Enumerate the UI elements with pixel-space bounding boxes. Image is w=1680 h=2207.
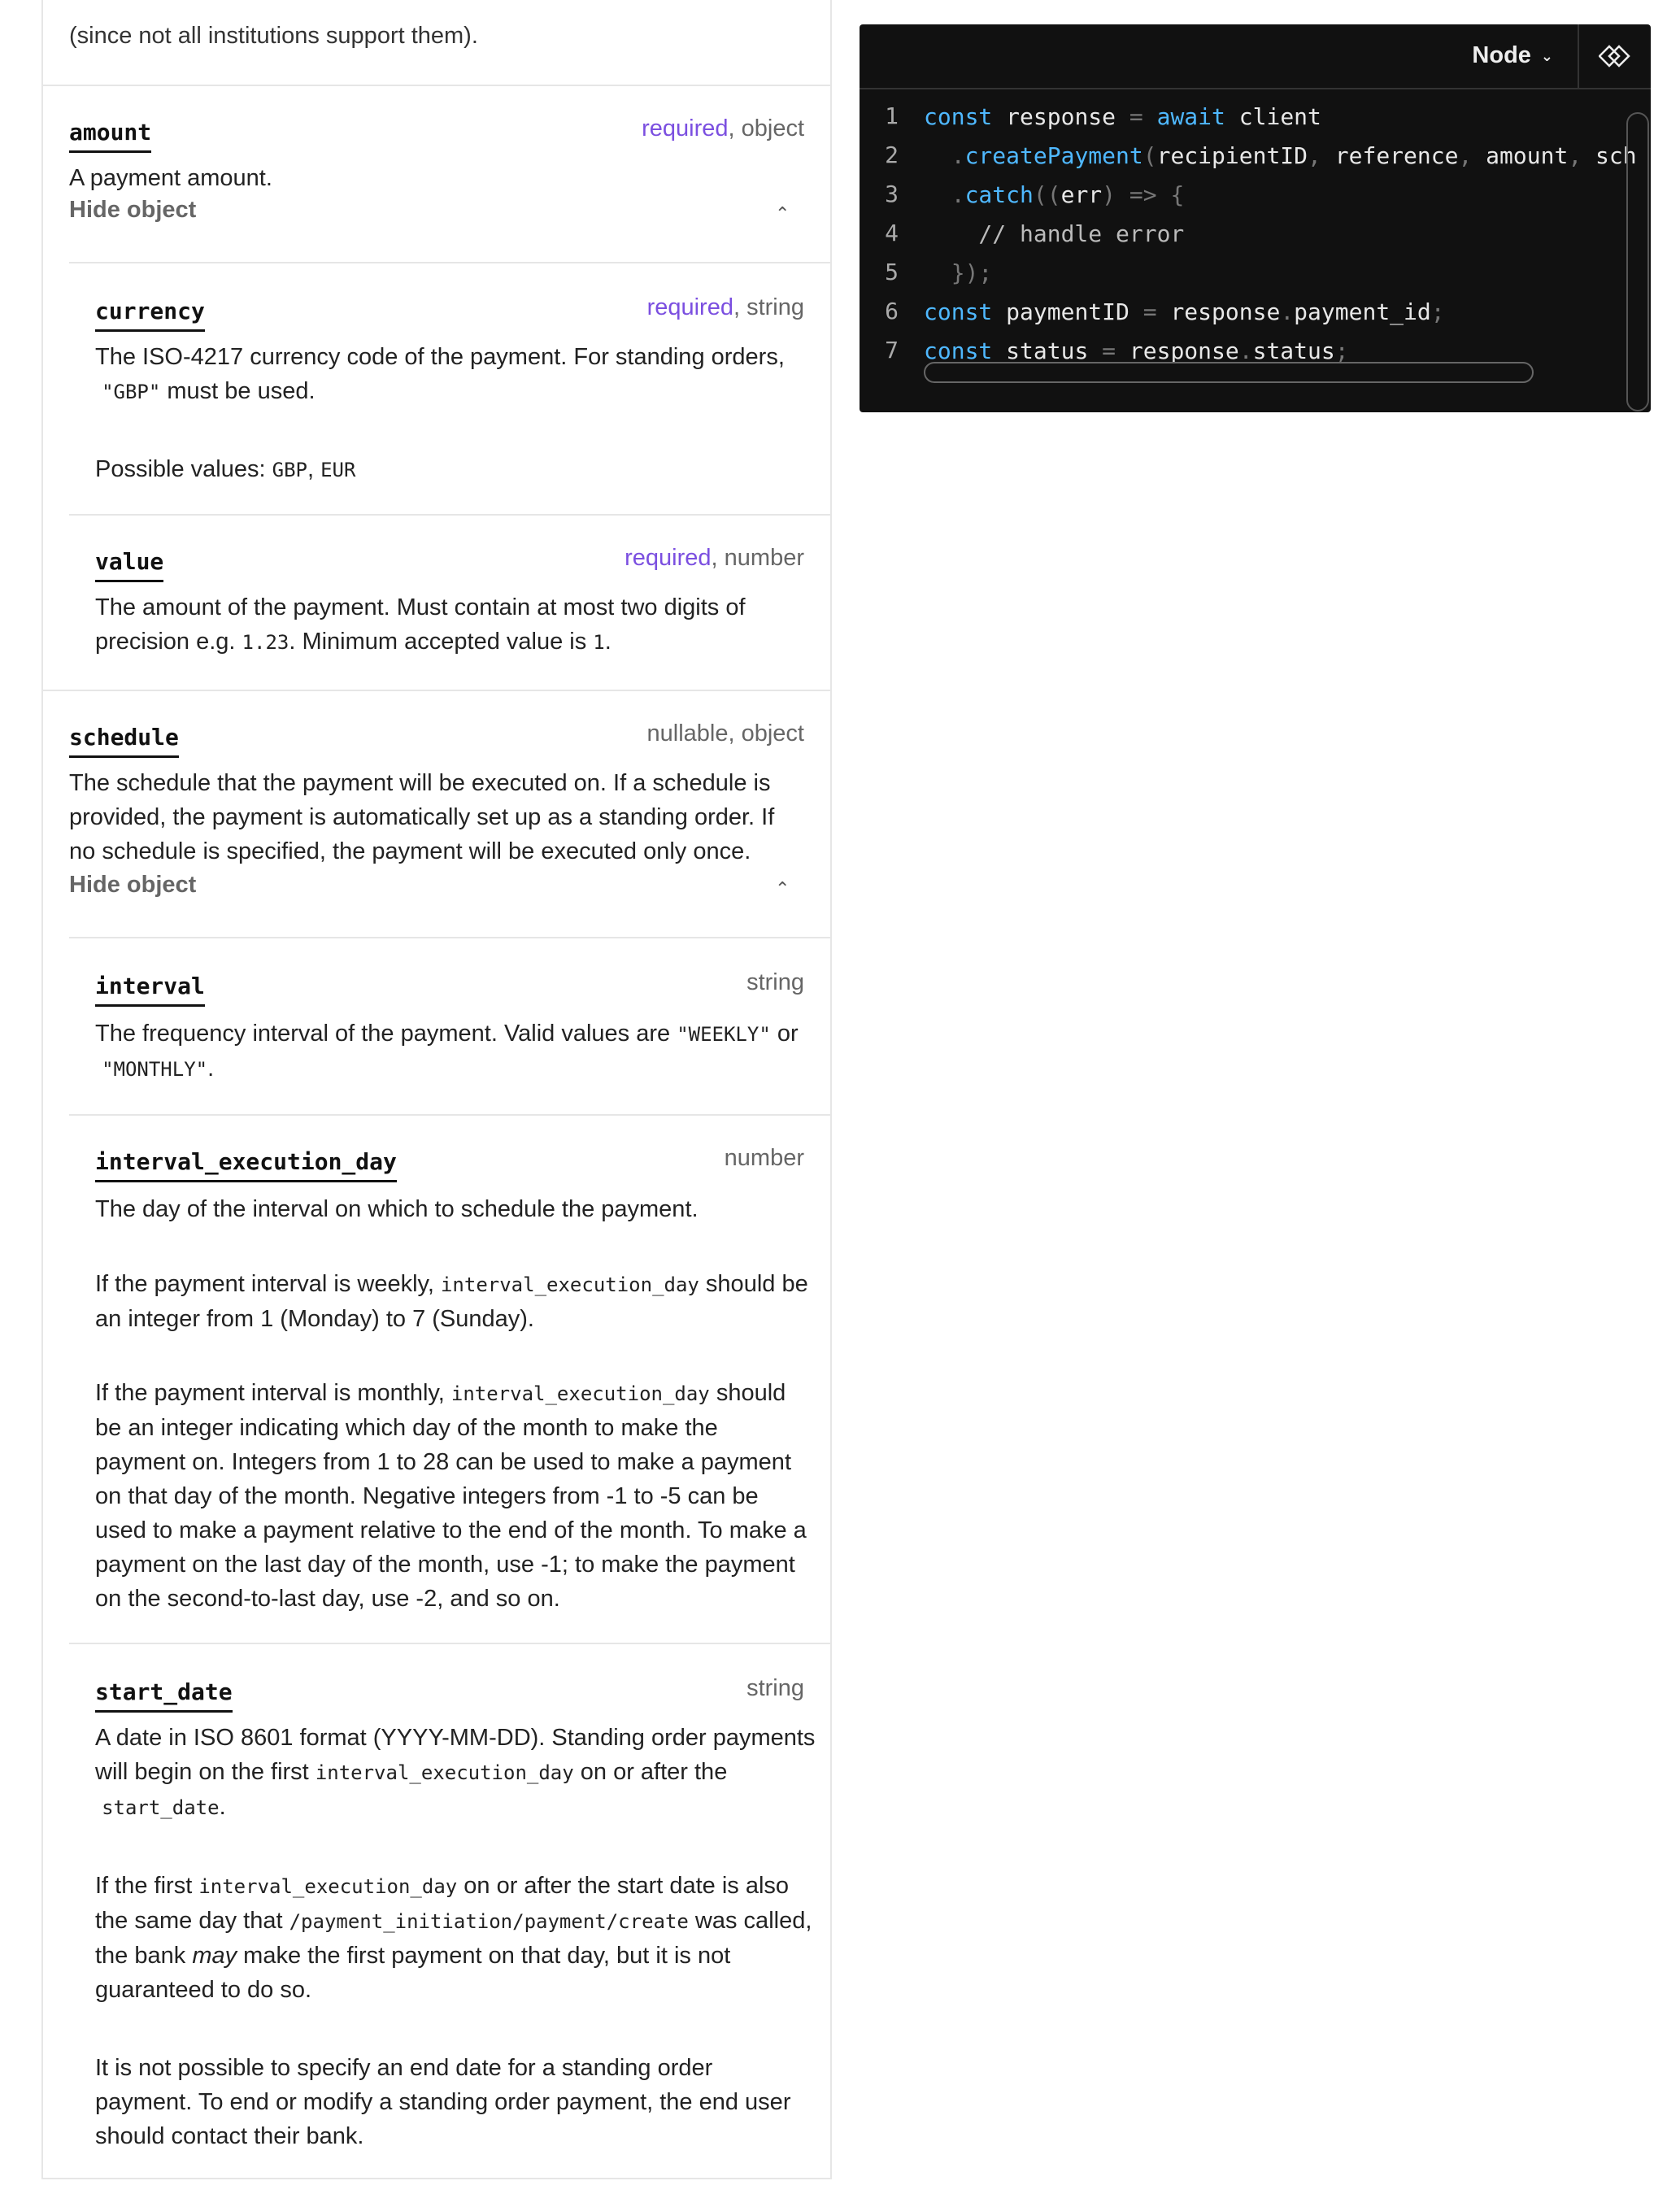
field-name-value[interactable]: value: [95, 548, 163, 582]
field-type-interval-execution-day: number: [724, 1145, 804, 1171]
api-docs-panel: [41, 0, 832, 2179]
hide-object-button[interactable]: Hide object: [69, 872, 197, 898]
divider: [69, 937, 830, 938]
copy-code-button[interactable]: [1578, 24, 1651, 88]
field-desc-schedule: The schedule that the payment will be executed on. If a schedule is provided, the payment is automatically set up as a standing order. If no schedule is specified, the payment will be executed only once.: [69, 770, 775, 864]
field-desc-currency: The ISO-4217 currency code of the payment. For standing orders, "GBP" must be used.: [95, 344, 785, 404]
line-number: 7: [885, 337, 899, 363]
required-label: required: [646, 294, 733, 320]
hide-object-button[interactable]: Hide object: [69, 197, 197, 223]
field-desc-interval-execution-day-p3: If the payment interval is monthly, interval_execution_day should be an integer indicating which day of the month to make the payment on. Integers from 1 to 28 can be used to make a payment on that day of the month. Negative integers from -1 to -5 can be used to make a payment relative to the end of the month. To make a payment on the last day of the month, use -1; to make the payment on the second-to-last day, use -2, and so on.: [95, 1380, 807, 1612]
copy-icon: [1599, 44, 1631, 68]
field-name-schedule[interactable]: schedule: [69, 724, 179, 758]
language-select[interactable]: [1472, 42, 1553, 69]
field-type-currency: required, string: [646, 294, 804, 320]
divider: [69, 1643, 830, 1644]
chevron-up-icon[interactable]: ⌃: [775, 203, 790, 224]
field-type-amount: required, object: [642, 115, 804, 141]
possible-values: Possible values: GBP, EUR: [95, 456, 356, 482]
field-desc-interval-execution-day-p2: If the payment interval is weekly, interval_execution_day should be an integer from 1 (Monday) to 7 (Sunday).: [95, 1271, 808, 1332]
code-line-1: const response = await client: [924, 103, 1321, 130]
field-desc-start-date-p3: It is not possible to specify an end date for a standing order payment. To end or modify a standing order payment, the end user should contact their bank.: [95, 2055, 791, 2149]
code-line-6: const paymentID = response.payment_id;: [924, 298, 1445, 325]
field-type-interval: string: [746, 969, 804, 995]
code-line-2: .createPayment(recipientID, reference, amount, sch: [924, 142, 1637, 169]
field-desc-interval-execution-day-p1: The day of the interval on which to schedule the payment.: [95, 1196, 699, 1222]
line-number: 4: [885, 220, 899, 246]
field-type-start-date: string: [746, 1675, 804, 1701]
required-label: required: [625, 545, 712, 571]
field-name-interval-execution-day[interactable]: interval_execution_day: [95, 1148, 397, 1182]
code-header: [860, 24, 1651, 89]
chevron-down-icon: ⌄: [1540, 47, 1553, 64]
field-type-schedule: nullable, object: [646, 720, 804, 747]
code-line-7: const status = response.status;: [924, 337, 1349, 364]
field-desc-start-date-p2: If the first interval_execution_day on or after the start date is also the same day that /payment_initiation/payment/create was called, the bank may make the first payment on that day, but it is not guaranteed to do so.: [95, 1873, 812, 2003]
line-number: 3: [885, 181, 899, 207]
field-desc-value: The amount of the payment. Must contain at most two digits of precision e.g. 1.23. Minimum accepted value is 1.: [95, 594, 746, 655]
divider: [43, 690, 830, 691]
divider: [69, 514, 830, 516]
divider: [69, 1114, 830, 1116]
field-name-start-date[interactable]: start_date: [95, 1678, 233, 1713]
horizontal-scrollbar[interactable]: [924, 362, 1534, 383]
field-desc-interval: The frequency interval of the payment. Valid values are "WEEKLY" or "MONTHLY".: [95, 1021, 799, 1082]
field-name-currency[interactable]: currency: [95, 298, 205, 332]
line-number: 1: [885, 102, 899, 129]
line-number: 6: [885, 298, 899, 324]
code-line-4: // handle error: [924, 220, 1185, 247]
required-label: required: [642, 115, 729, 141]
vertical-scrollbar[interactable]: [1626, 112, 1649, 411]
code-line-3: .catch((err) => {: [924, 181, 1185, 208]
line-number: 2: [885, 141, 899, 168]
code-sample-panel: [860, 24, 1651, 412]
field-type-value: required, number: [625, 545, 804, 571]
chevron-up-icon[interactable]: ⌃: [775, 878, 790, 899]
language-label: Node: [1472, 42, 1531, 68]
field-desc-start-date-p1: A date in ISO 8601 format (YYYY-MM-DD). Standing order payments will begin on the first interval_execution_day on or after the start_date.: [95, 1725, 816, 1820]
divider: [43, 85, 830, 86]
line-number: 5: [885, 259, 899, 285]
divider: [69, 262, 830, 263]
field-name-amount[interactable]: amount: [69, 119, 151, 153]
field-name-interval[interactable]: interval: [95, 973, 205, 1007]
code-line-5: });: [924, 259, 993, 286]
field-desc-amount: A payment amount.: [69, 165, 272, 191]
intro-text: (since not all institutions support them).: [69, 23, 478, 49]
